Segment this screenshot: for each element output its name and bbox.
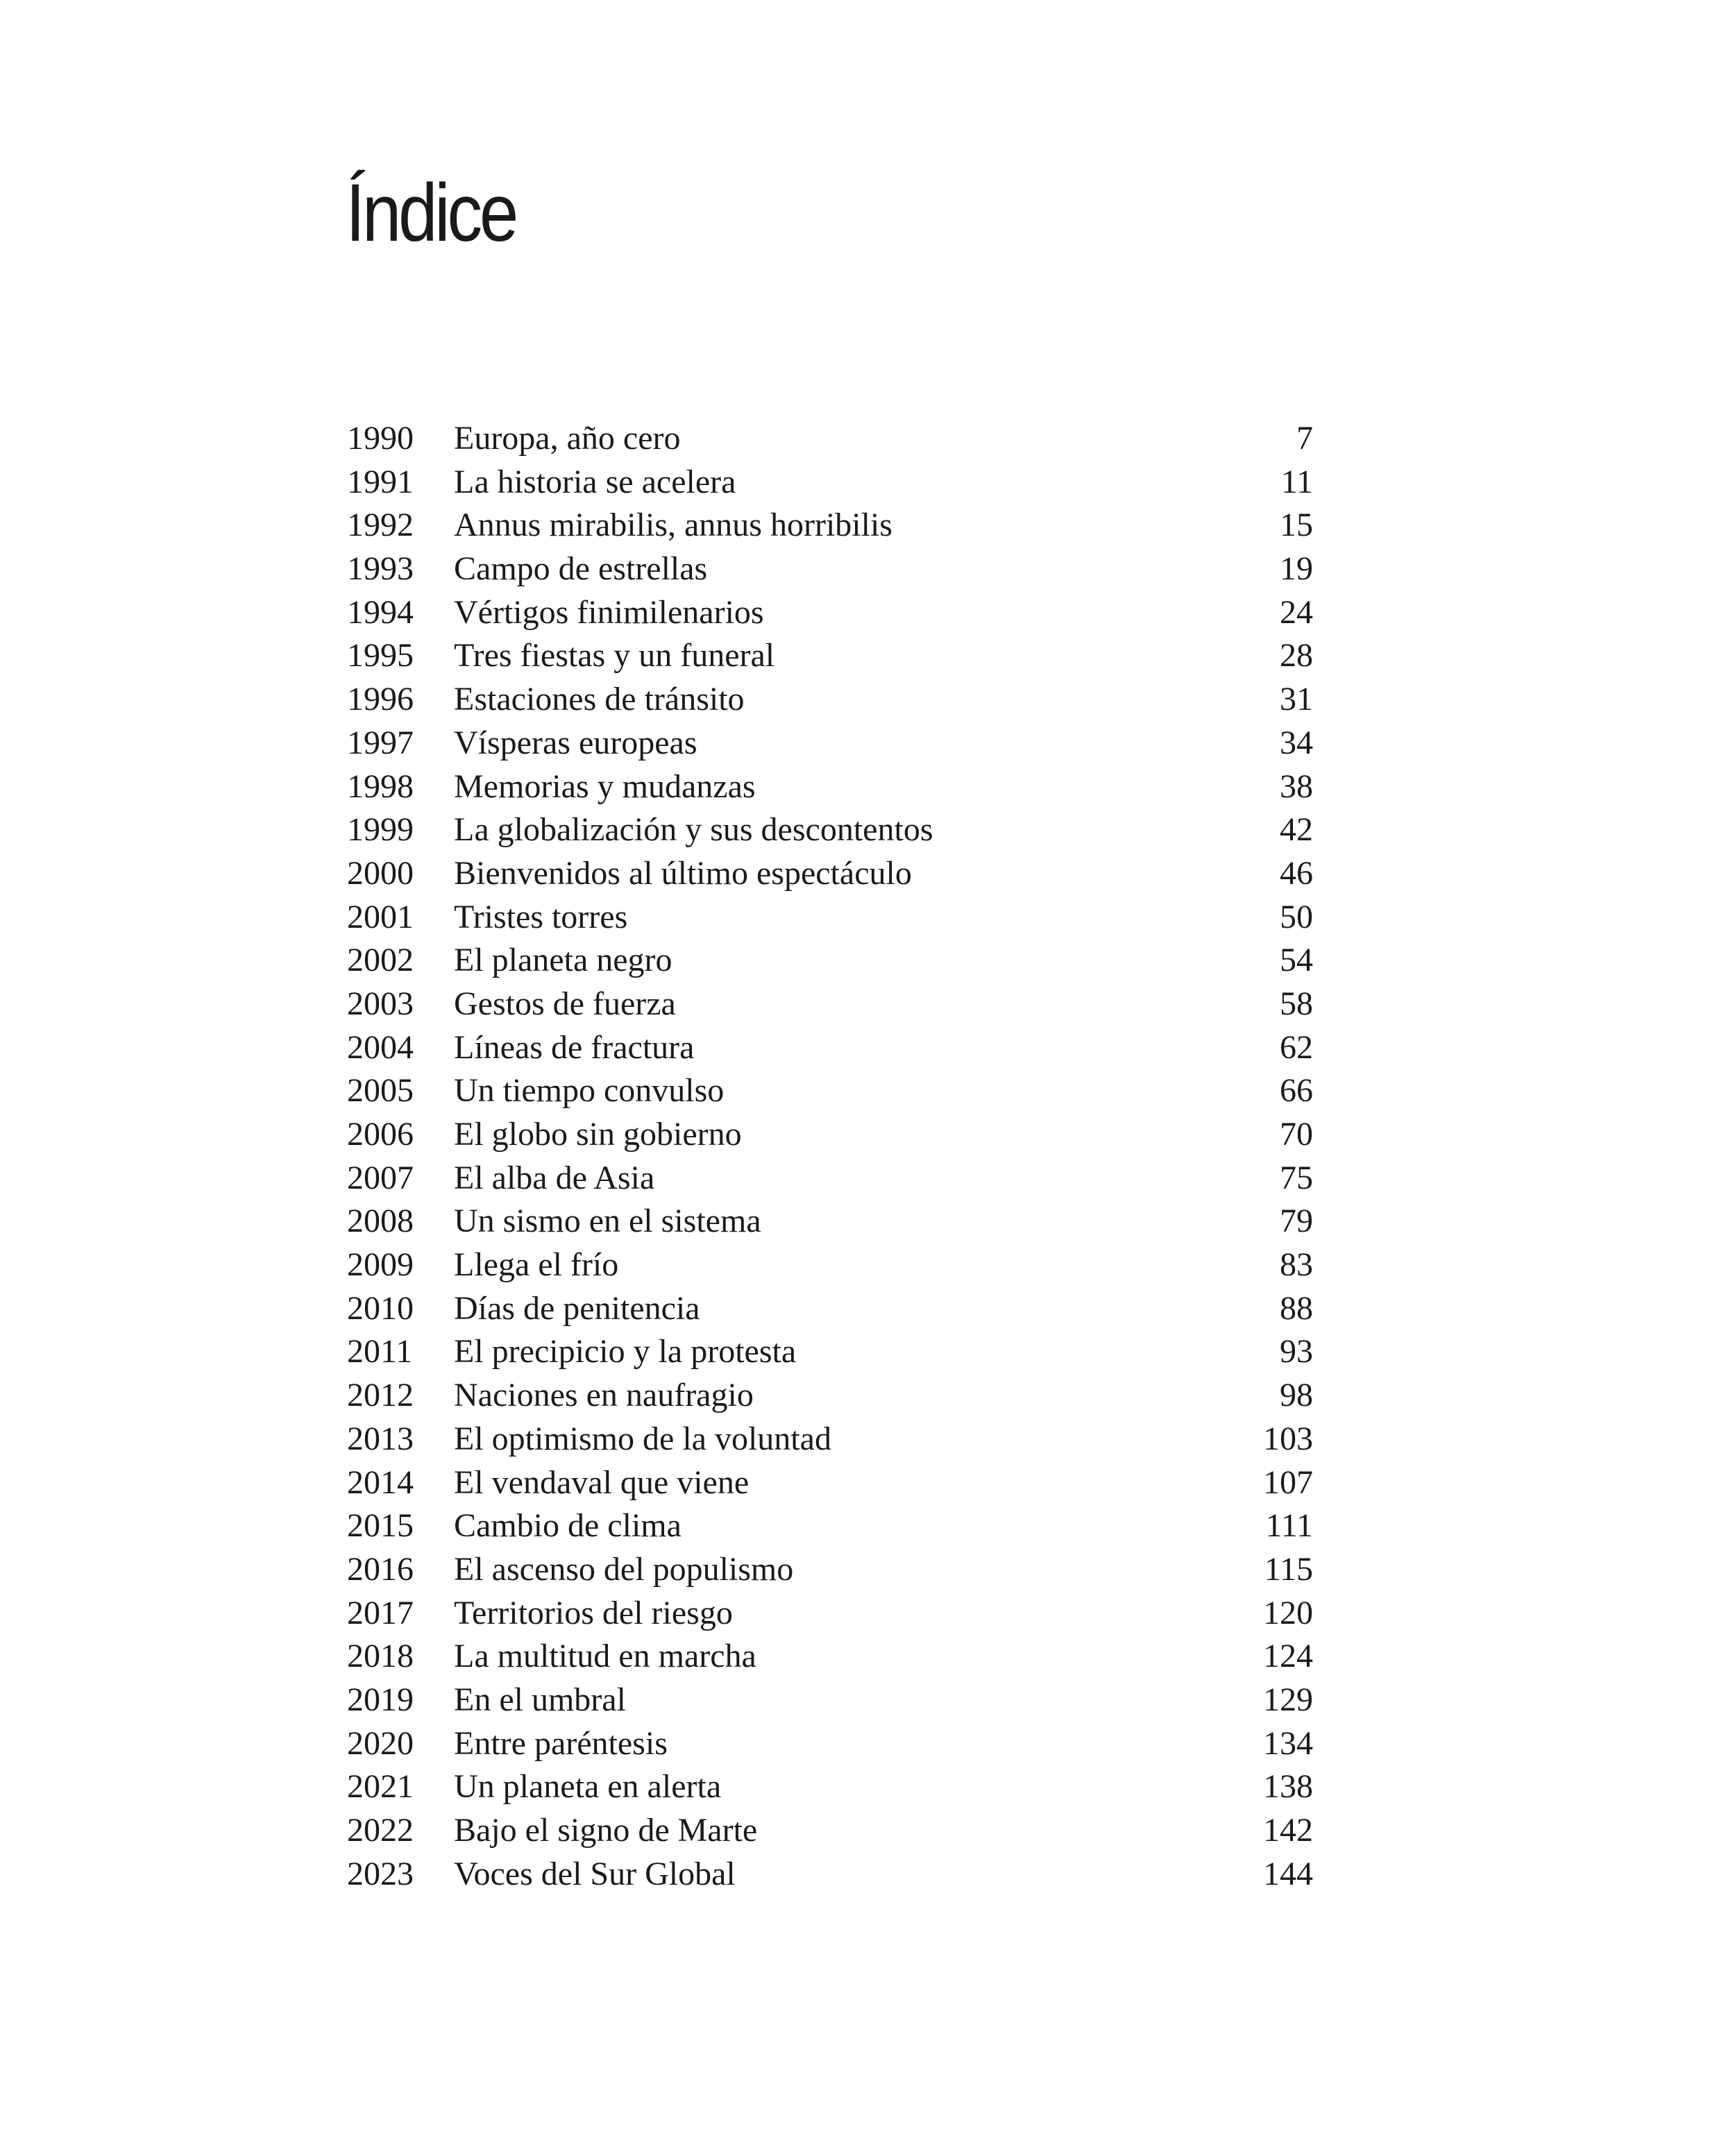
toc-entry-page-number: 111 [1265, 1507, 1313, 1545]
toc-entry-page-number: 124 [1263, 1638, 1313, 1675]
toc-entry-page-number: 58 [1280, 985, 1313, 1022]
toc-entry-page-number: 62 [1280, 1028, 1313, 1066]
toc-entry-year: 1991 [347, 463, 414, 500]
toc-entry-page-number: 79 [1280, 1203, 1313, 1240]
toc-entry [347, 1853, 1313, 1896]
toc-entry-title: Un sismo en el sistema [454, 1203, 761, 1240]
toc-entry-page-number: 46 [1280, 854, 1313, 892]
toc-entry [347, 1157, 1313, 1200]
toc-entry [347, 1592, 1313, 1636]
toc-entry-year: 1998 [347, 767, 414, 805]
toc-entry-year: 1994 [347, 593, 414, 631]
toc-entry-title: Llega el frío [454, 1246, 619, 1284]
toc-entry-page-number: 11 [1280, 463, 1313, 500]
toc-entry-page-number: 83 [1280, 1246, 1313, 1284]
toc-entry-page-number: 50 [1280, 898, 1313, 935]
toc-entry [347, 765, 1313, 809]
toc-entry-title: Entre paréntesis [454, 1724, 668, 1762]
toc-entry-page-number: 15 [1280, 507, 1313, 544]
toc-entry-year: 2009 [347, 1246, 414, 1284]
toc-entry-year: 2014 [347, 1463, 414, 1501]
toc-entry-title: Voces del Sur Global [454, 1855, 736, 1892]
toc-entry [347, 852, 1313, 896]
toc-entry-page-number: 34 [1280, 724, 1313, 761]
page-title: Índice [346, 167, 516, 259]
toc-entry-title: El alba de Asia [454, 1159, 655, 1196]
toc-entry-title: En el umbral [454, 1681, 626, 1718]
toc-entry-page-number: 93 [1280, 1333, 1313, 1370]
toc-entry-title: Bajo el signo de Marte [454, 1812, 758, 1849]
toc-entry-year: 2020 [347, 1724, 414, 1762]
toc-entry [347, 1069, 1313, 1113]
toc-entry-title: Naciones en naufragio [454, 1377, 754, 1414]
toc-entry-year: 2001 [347, 898, 414, 935]
toc-entry-year: 2004 [347, 1028, 414, 1066]
toc-entry-year: 2002 [347, 942, 414, 979]
toc-entry-year: 2018 [347, 1638, 414, 1675]
toc-entry [347, 1679, 1313, 1722]
toc-entry [347, 1026, 1313, 1070]
toc-entry [347, 1765, 1313, 1809]
toc-entry-page-number: 66 [1280, 1072, 1313, 1110]
toc-entry-title: El ascenso del populismo [454, 1550, 794, 1588]
toc-entry [347, 461, 1313, 504]
toc-entry [347, 634, 1313, 678]
toc-entry-year: 1993 [347, 550, 414, 588]
toc-entry [347, 983, 1313, 1026]
toc-entry-page-number: 75 [1280, 1159, 1313, 1196]
toc-entry [347, 417, 1313, 461]
toc-entry-year: 2023 [347, 1855, 414, 1892]
toc-entry-title: Vísperas europeas [454, 724, 697, 761]
toc-entry-page-number: 129 [1263, 1681, 1313, 1718]
toc-entry-year: 2007 [347, 1159, 414, 1196]
toc-entry [347, 1113, 1313, 1157]
toc-entry-title: Estaciones de tránsito [454, 681, 745, 718]
toc-entry-page-number: 7 [1296, 420, 1313, 457]
toc-entry-title: El planeta negro [454, 942, 672, 979]
toc-entry [347, 591, 1313, 635]
toc-entry-year: 2019 [347, 1681, 414, 1718]
toc-entry-page-number: 31 [1280, 681, 1313, 718]
toc-entry [347, 1418, 1313, 1461]
toc-entry [347, 504, 1313, 548]
toc-entry [347, 1722, 1313, 1766]
toc-entry [347, 722, 1313, 765]
toc-entry-page-number: 115 [1264, 1550, 1313, 1588]
toc-entry-year: 2000 [347, 854, 414, 892]
toc-entry-year: 2016 [347, 1550, 414, 1588]
toc-entry-year: 1990 [347, 420, 414, 457]
toc-entry-year: 1999 [347, 811, 414, 849]
toc-entry [347, 939, 1313, 983]
toc-entry-year: 1992 [347, 507, 414, 544]
toc-entry-year: 2011 [347, 1333, 413, 1370]
toc-entry [347, 1287, 1313, 1331]
toc-entry-title: El vendaval que viene [454, 1463, 750, 1501]
toc-entry-title: El optimismo de la voluntad [454, 1420, 831, 1457]
toc-entry [347, 896, 1313, 940]
toc-entry-year: 1996 [347, 681, 414, 718]
toc-entry-page-number: 24 [1280, 593, 1313, 631]
toc-entry [347, 1461, 1313, 1505]
toc-entry-page-number: 103 [1263, 1420, 1313, 1457]
toc-entry-page-number: 70 [1280, 1116, 1313, 1153]
toc-entry-title: Memorias y mudanzas [454, 767, 756, 805]
toc-entry-page-number: 54 [1280, 942, 1313, 979]
toc-entry-page-number: 144 [1263, 1855, 1313, 1892]
toc-entry-title: Campo de estrellas [454, 550, 708, 588]
toc-entry-title: Vértigos finimilenarios [454, 593, 764, 631]
toc-entry-page-number: 134 [1263, 1724, 1313, 1762]
toc-entry [347, 1635, 1313, 1679]
toc-entry-page-number: 120 [1263, 1594, 1313, 1631]
toc-entry [347, 808, 1313, 852]
toc-entry [347, 1200, 1313, 1243]
toc-entry [347, 1504, 1313, 1548]
toc-entry-page-number: 107 [1263, 1463, 1313, 1501]
toc-entry-year: 2010 [347, 1289, 414, 1327]
toc-entry-year: 2021 [347, 1768, 414, 1806]
toc-entry [347, 1809, 1313, 1853]
toc-entry-year: 2005 [347, 1072, 414, 1110]
toc-entry [347, 1374, 1313, 1418]
toc-entry-year: 2022 [347, 1812, 414, 1849]
toc-entry-title: Tres fiestas y un funeral [454, 637, 775, 674]
toc-entry-year: 1995 [347, 637, 414, 674]
toc-entry-page-number: 88 [1280, 1289, 1313, 1327]
table-of-contents [347, 417, 1313, 1896]
toc-entry [347, 1330, 1313, 1374]
toc-entry [347, 548, 1313, 591]
toc-entry-title: La globalización y sus descontentos [454, 811, 933, 849]
toc-entry-year: 2008 [347, 1203, 414, 1240]
toc-entry-title: Un tiempo convulso [454, 1072, 725, 1110]
toc-entry-page-number: 19 [1280, 550, 1313, 588]
toc-entry-title: Cambio de clima [454, 1507, 682, 1545]
toc-entry-page-number: 28 [1280, 637, 1313, 674]
toc-entry-title: La multitud en marcha [454, 1638, 756, 1675]
toc-entry-year: 1997 [347, 724, 414, 761]
toc-entry-title: El precipicio y la protesta [454, 1333, 797, 1370]
toc-entry-title: Líneas de fractura [454, 1028, 695, 1066]
toc-entry-title: Tristes torres [454, 898, 628, 935]
toc-entry-year: 2017 [347, 1594, 414, 1631]
toc-entry-title: Bienvenidos al último espectáculo [454, 854, 912, 892]
toc-entry [347, 1243, 1313, 1287]
toc-entry-title: La historia se acelera [454, 463, 736, 500]
toc-entry-title: Europa, año cero [454, 420, 681, 457]
toc-entry-page-number: 98 [1280, 1377, 1313, 1414]
toc-entry-title: Días de penitencia [454, 1289, 700, 1327]
toc-entry-year: 2013 [347, 1420, 414, 1457]
toc-entry-title: Annus mirabilis, annus horribilis [454, 507, 892, 544]
toc-entry-title: El globo sin gobierno [454, 1116, 742, 1153]
toc-entry-title: Un planeta en alerta [454, 1768, 722, 1806]
toc-entry [347, 1548, 1313, 1592]
toc-entry-year: 2015 [347, 1507, 414, 1545]
toc-entry-page-number: 142 [1263, 1812, 1313, 1849]
toc-entry-page-number: 38 [1280, 767, 1313, 805]
toc-entry-year: 2006 [347, 1116, 414, 1153]
toc-entry-title: Territorios del riesgo [454, 1594, 733, 1631]
toc-entry-page-number: 42 [1280, 811, 1313, 849]
toc-entry [347, 678, 1313, 722]
toc-entry-title: Gestos de fuerza [454, 985, 676, 1022]
toc-entry-year: 2003 [347, 985, 414, 1022]
toc-entry-year: 2012 [347, 1377, 414, 1414]
toc-entry-page-number: 138 [1263, 1768, 1313, 1806]
